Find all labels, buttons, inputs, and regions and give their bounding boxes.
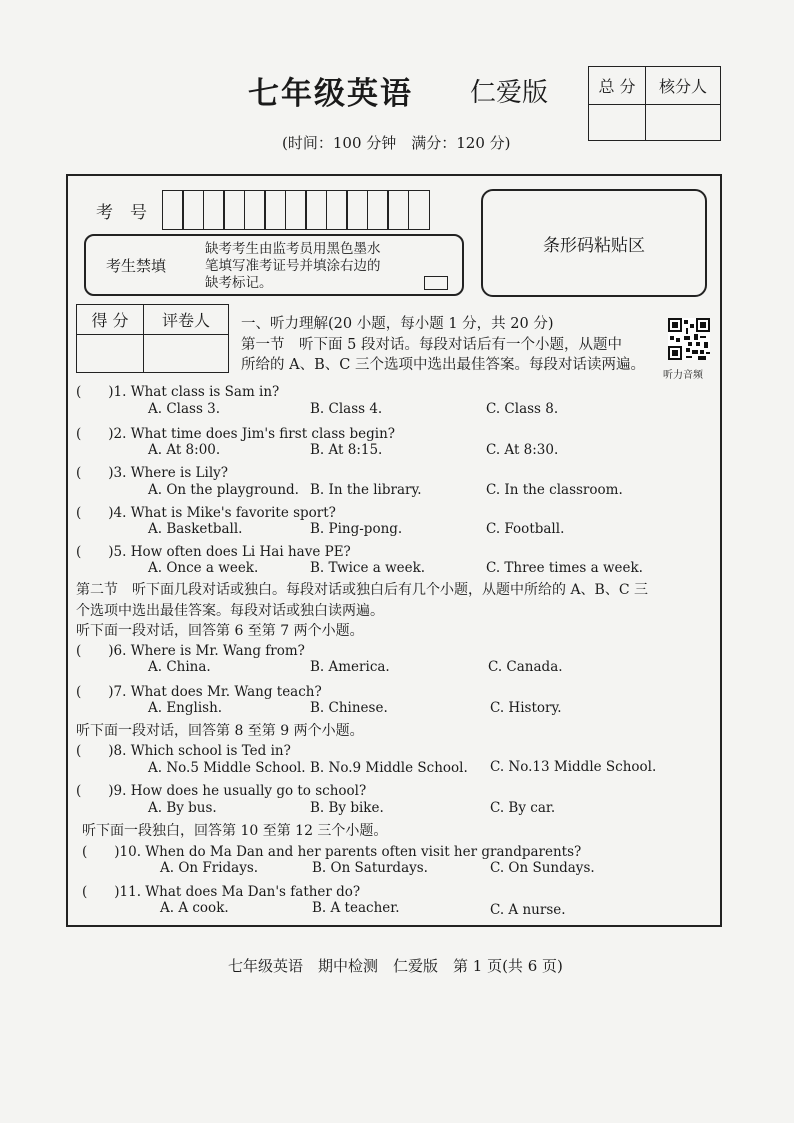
question-11: ( )11. What does Ma Dan's father do? [82, 884, 361, 900]
intro-q6-7: 听下面一段对话，回答第 6 至第 7 两个小题。 [76, 623, 364, 639]
question-8: ( )8. Which school is Ted in? [76, 743, 291, 759]
q5-option-b: B. Twice a week. [310, 560, 426, 576]
checker-label: 核分人 [646, 67, 721, 105]
q2-option-a: A. At 8:00. [148, 442, 221, 458]
question-2: ( )2. What time does Jim's first class begin? [76, 426, 396, 442]
question-9: ( )9. How does he usually go to school? [76, 783, 367, 799]
exam-time-score: (时间：100 分钟 满分：120 分) [282, 134, 511, 152]
q10-option-c: C. On Sundays. [490, 860, 595, 876]
part1-title: 一、听力理解(20 小题，每小题 1 分，共 20 分) [241, 316, 554, 332]
qr-caption: 听力音频 [663, 370, 703, 381]
q7-option-a: A. English. [148, 700, 223, 716]
q6-option-a: A. China. [148, 659, 211, 675]
q3-option-c: C. In the classroom. [486, 482, 623, 498]
question-7: ( )7. What does Mr. Wang teach? [76, 684, 322, 700]
question-6: ( )6. Where is Mr. Wang from? [76, 643, 305, 659]
q5-option-a: A. Once a week. [148, 560, 259, 576]
q2-option-c: C. At 8:30. [486, 442, 559, 458]
section2-instructions-2: 个选项中选出最佳答案。每段对话或独白读两遍。 [76, 603, 384, 619]
total-score-table [588, 66, 721, 141]
q7-option-b: B. Chinese. [310, 700, 388, 716]
q9-option-c: C. By car. [490, 800, 556, 816]
exam-number-label: 考 号 [96, 203, 147, 223]
section1-instructions-1: 第一节 听下面 5 段对话。每段对话后有一个小题，从题中 [241, 337, 622, 353]
q5-option-c: C. Three times a week. [486, 560, 643, 576]
intro-q10-12: 听下面一段独白，回答第 10 至第 12 三个小题。 [82, 823, 388, 839]
question-10: ( )10. When do Ma Dan and her parents often visit her grandparents? [82, 844, 582, 860]
q10-option-a: A. On Fridays. [160, 860, 259, 876]
q3-option-b: B. In the library. [310, 482, 422, 498]
page-title: 七年级英语 [248, 76, 413, 112]
grader-cell[interactable] [144, 335, 229, 373]
question-4: ( )4. What is Mike's favorite sport? [76, 505, 336, 521]
question-1: ( )1. What class is Sam in? [76, 384, 280, 400]
total-score-label: 总 分 [589, 67, 646, 105]
grader-table [76, 304, 229, 373]
barcode-label: 条形码粘贴区 [543, 235, 645, 256]
q1-option-b: B. Class 4. [310, 401, 383, 417]
q8-option-c: C. No.13 Middle School. [490, 759, 657, 775]
q1-option-c: C. Class 8. [486, 401, 559, 417]
q6-option-c: C. Canada. [488, 659, 563, 675]
q11-option-b: B. A teacher. [312, 900, 400, 916]
q3-option-a: A. On the playground. [148, 482, 299, 498]
q8-option-b: B. No.9 Middle School. [310, 760, 468, 776]
page-footer: 七年级英语 期中检测 仁爱版 第 1 页(共 6 页) [228, 957, 563, 975]
intro-q8-9: 听下面一段对话，回答第 8 至第 9 两个小题。 [76, 723, 364, 739]
absent-mark-box[interactable] [424, 276, 448, 290]
absent-note: 缺考考生由监考员用黑色墨水 笔填写准考证号并填涂右边的 缺考标记。 [205, 241, 381, 291]
q9-option-a: A. By bus. [148, 800, 217, 816]
q11-option-a: A. A cook. [160, 900, 229, 916]
q4-option-b: B. Ping-pong. [310, 521, 403, 537]
edition-label: 仁爱版 [470, 78, 549, 108]
qr-code-icon[interactable] [668, 318, 710, 360]
grader-label: 评卷人 [144, 305, 229, 335]
q9-option-b: B. By bike. [310, 800, 384, 816]
q4-option-c: C. Football. [486, 521, 565, 537]
q1-option-a: A. Class 3. [148, 401, 221, 417]
section1-instructions-2: 所给的 A、B、C 三个选项中选出最佳答案。每段对话读两遍。 [241, 357, 645, 373]
q2-option-b: B. At 8:15. [310, 442, 383, 458]
q7-option-c: C. History. [490, 700, 562, 716]
barcode-area [481, 189, 707, 297]
question-3: ( )3. Where is Lily? [76, 465, 229, 481]
q10-option-b: B. On Saturdays. [312, 860, 428, 876]
q6-option-b: B. America. [310, 659, 390, 675]
grader-score-label: 得 分 [77, 305, 144, 335]
question-5: ( )5. How often does Li Hai have PE? [76, 544, 351, 560]
section2-instructions-1: 第二节 听下面几段对话或独白。每段对话或独白后有几个小题，从题中所给的 A、B、C 三 [76, 582, 649, 598]
q4-option-a: A. Basketball. [148, 521, 243, 537]
exam-number-boxes[interactable] [163, 190, 430, 230]
q11-option-c: C. A nurse. [490, 902, 566, 918]
q8-option-a: A. No.5 Middle School. [148, 760, 306, 776]
grader-score-cell[interactable] [77, 335, 144, 373]
checker-cell[interactable] [646, 105, 721, 141]
total-score-cell[interactable] [589, 105, 646, 141]
forbidden-label: 考生禁填 [106, 257, 167, 275]
